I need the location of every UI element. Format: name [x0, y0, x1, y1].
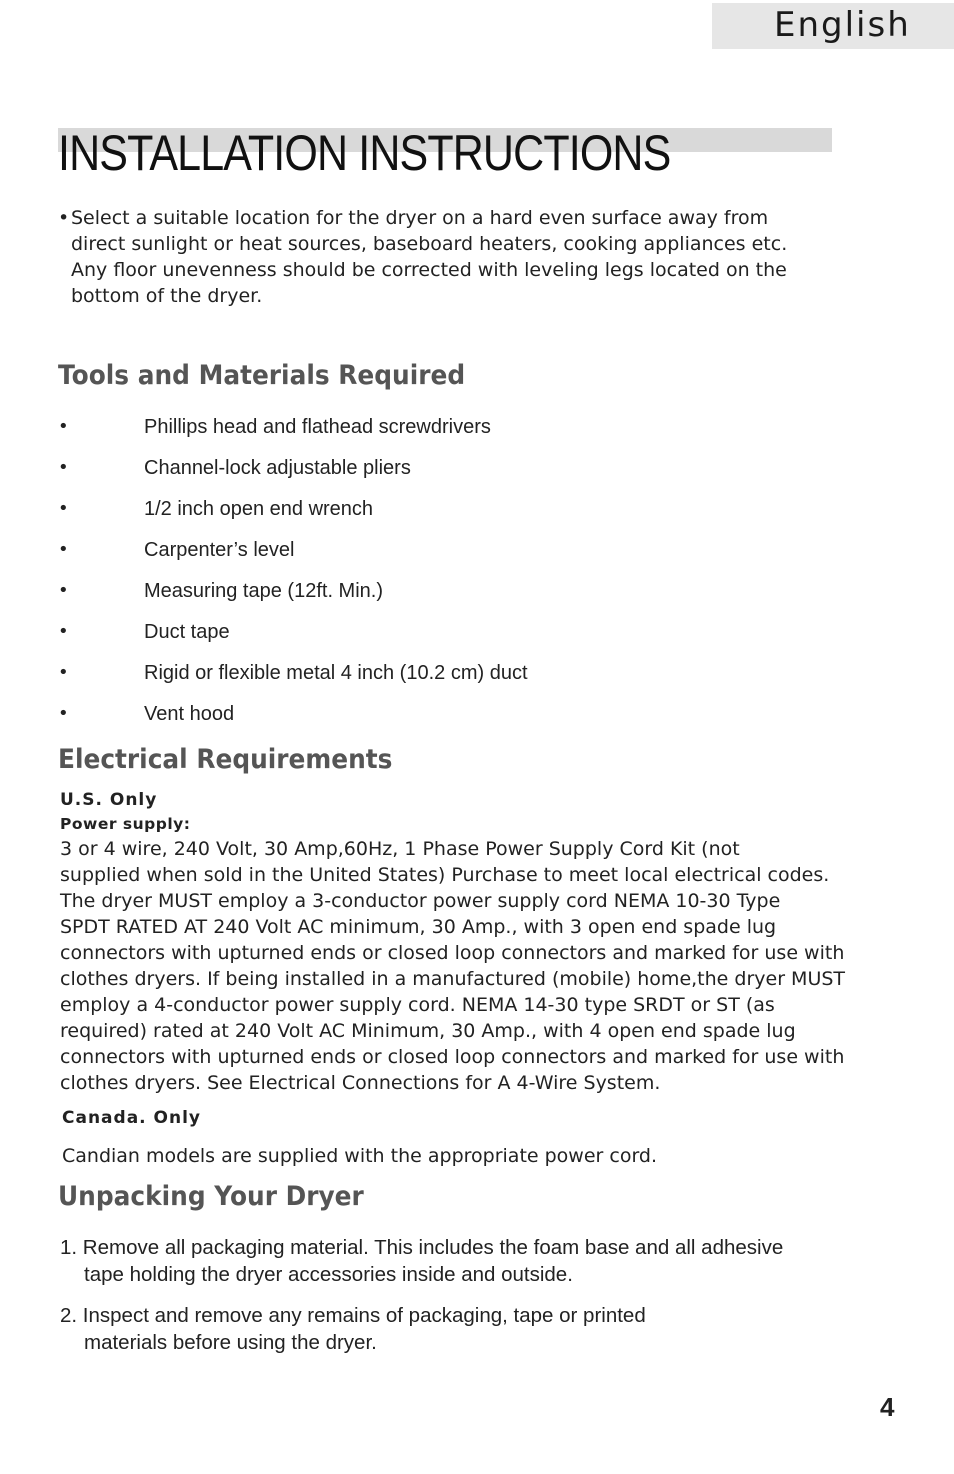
paragraph-line: Candian models are supplied with the appropriate power cord.	[62, 1145, 658, 1167]
power-supply-label: Power supply:	[60, 815, 191, 833]
paragraph-line: connectors with upturned ends or closed loop connectors and marked for use with	[60, 942, 845, 964]
language-label: English	[774, 5, 911, 45]
language-tab	[712, 3, 954, 49]
intro-line: Any floor unevenness should be corrected with leveling legs located on the	[71, 259, 787, 281]
tool-bullet: •	[58, 580, 69, 601]
tool-label: Measuring tape (12ft. Min.)	[144, 580, 383, 602]
tool-label: Phillips head and flathead screwdrivers	[144, 416, 491, 438]
page-title: INSTALLATION INSTRUCTIONS	[58, 125, 671, 181]
tool-bullet: •	[58, 457, 69, 478]
step-line: 1. Remove all packaging material. This includes the foam base and all adhesive	[60, 1236, 784, 1259]
tool-item	[58, 580, 758, 604]
tool-bullet: •	[58, 539, 69, 560]
tool-bullet: •	[58, 416, 69, 437]
intro-paragraph	[58, 205, 918, 309]
tool-item	[58, 703, 758, 727]
page-number: 4	[880, 1392, 895, 1422]
tool-bullet: •	[58, 621, 69, 642]
paragraph-line: employ a 4-conductor power supply cord. NEMA 14-30 type SRDT or ST (as	[60, 994, 775, 1016]
us-only-label: U.S. Only	[60, 790, 158, 810]
tool-item	[58, 498, 758, 522]
tool-item	[58, 662, 758, 686]
paragraph-line: SPDT RATED AT 240 Volt AC minimum, 30 Amp., with 3 open end spade lug	[60, 916, 777, 938]
intro-line: Select a suitable location for the dryer on a hard even surface away from	[71, 207, 769, 229]
step-line: tape holding the dryer accessories inside and outside.	[84, 1263, 573, 1286]
paragraph-line: clothes dryers. If being installed in a manufactured (mobile) home,the dryer MUST	[60, 968, 846, 990]
unpacking-step-2	[60, 1302, 920, 1356]
intro-line: direct sunlight or heat sources, baseboard heaters, cooking appliances etc.	[71, 233, 788, 255]
unpacking-heading: Unpacking Your Dryer	[58, 1181, 364, 1212]
canada-only-label: Canada. Only	[62, 1108, 202, 1128]
tool-label: Vent hood	[144, 703, 235, 725]
intro-bullet: •	[58, 207, 70, 229]
us-power-paragraph	[60, 836, 940, 1096]
unpacking-step-1	[60, 1234, 920, 1288]
paragraph-line: required) rated at 240 Volt AC Minimum, 30 Amp., with 4 open end spade lug	[60, 1020, 796, 1042]
tool-label: 1/2 inch open end wrench	[144, 498, 374, 520]
electrical-heading: Electrical Requirements	[58, 744, 393, 775]
tool-item	[58, 539, 758, 563]
step-line: materials before using the dryer.	[84, 1331, 377, 1354]
tool-item	[58, 457, 758, 481]
tool-bullet: •	[58, 703, 69, 724]
tools-heading: Tools and Materials Required	[58, 360, 466, 391]
paragraph-line: clothes dryers. See Electrical Connections for A 4-Wire System.	[60, 1072, 661, 1094]
paragraph-line: supplied when sold in the United States) Purchase to meet local electrical codes.	[60, 864, 830, 886]
tool-item	[58, 416, 758, 440]
paragraph-line: 3 or 4 wire, 240 Volt, 30 Amp,60Hz, 1 Phase Power Supply Cord Kit (not	[60, 838, 740, 860]
tool-item	[58, 621, 758, 645]
tool-label: Duct tape	[144, 621, 230, 643]
step-line: 2. Inspect and remove any remains of packaging, tape or printed	[60, 1304, 646, 1327]
paragraph-line: The dryer MUST employ a 3-conductor power supply cord NEMA 10-30 Type	[60, 890, 781, 912]
tool-bullet: •	[58, 498, 69, 519]
tool-label: Channel-lock adjustable pliers	[144, 457, 411, 479]
canada-paragraph	[62, 1143, 942, 1169]
tool-label: Rigid or flexible metal 4 inch (10.2 cm) duct	[144, 662, 528, 684]
tool-bullet: •	[58, 662, 69, 683]
intro-line: bottom of the dryer.	[71, 285, 263, 307]
tool-label: Carpenter’s level	[144, 539, 295, 561]
paragraph-line: connectors with upturned ends or closed loop connectors and marked for use with	[60, 1046, 845, 1068]
